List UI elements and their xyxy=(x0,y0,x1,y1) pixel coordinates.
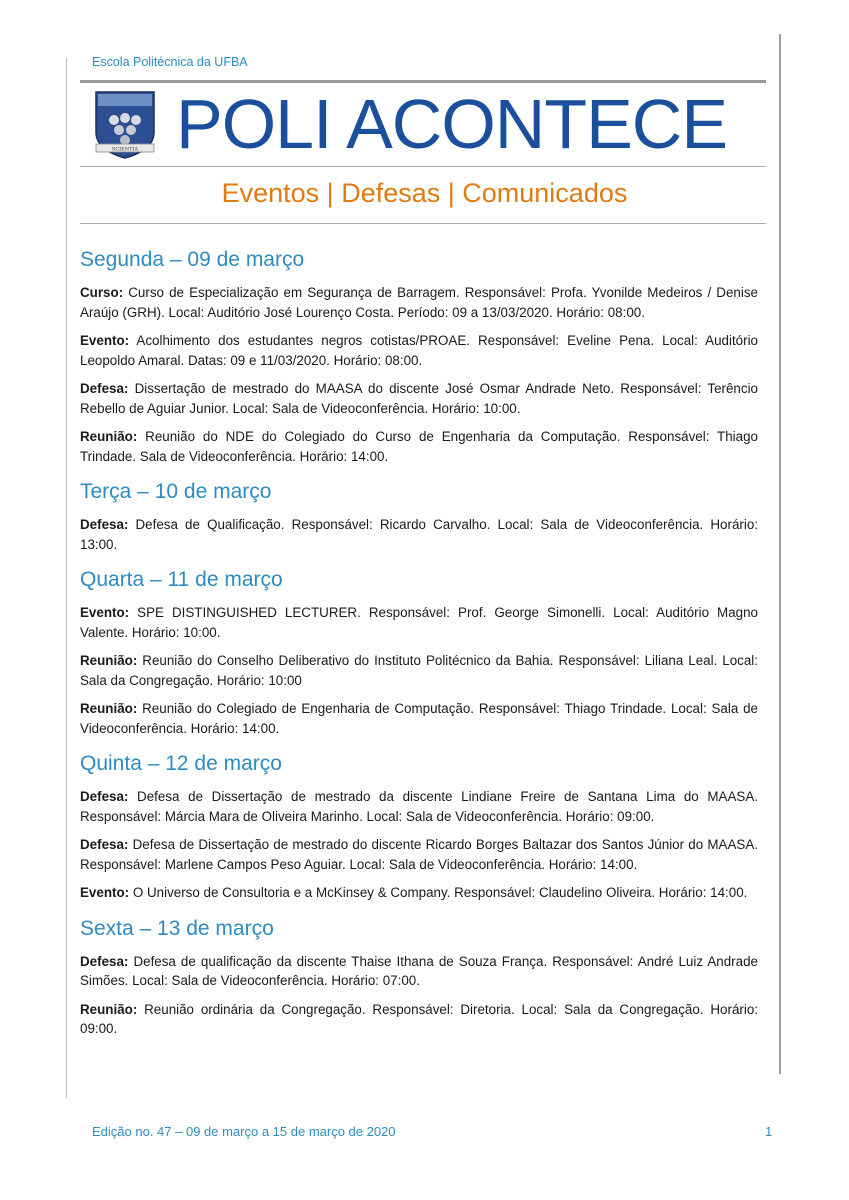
header-bottom-rule xyxy=(80,223,766,224)
entry-description: Acolhimento dos estudantes negros cotistas/PROAE. Responsável: Eveline Pena. Local: Auditório Leopoldo Amaral. Datas: 09 e 11/03/2020. Horário: 08:00. xyxy=(80,333,759,368)
header-mid-rule xyxy=(80,166,766,167)
entry-type-label: Evento: xyxy=(80,333,130,348)
entry-type-label: Defesa: xyxy=(80,517,129,532)
event-entry xyxy=(80,952,758,991)
entry-description: Reunião do Conselho Deliberativo do Instituto Politécnico da Bahia. Responsável: Liliana Leal. Local: Sala da Congregação. Horário: 10:00 xyxy=(80,653,758,688)
entry-type-label: Reunião: xyxy=(80,1001,138,1017)
header-top-rule xyxy=(80,80,766,83)
event-entry xyxy=(80,883,758,903)
footer-edition: Edição no. 47 – 09 de março a 15 de março de 2020 xyxy=(92,1124,396,1139)
entry-description: SPE DISTINGUISHED LECTURER. Responsável: Prof. George Simonelli. Local: Auditório Magno Valente. Horário: 10:00. xyxy=(80,605,758,640)
entry-type-label: Evento: xyxy=(80,885,130,900)
event-entry xyxy=(80,427,758,466)
event-entry xyxy=(80,283,758,322)
day-heading: Quarta – 11 de março xyxy=(80,568,283,591)
day-heading: Segunda – 09 de março xyxy=(80,248,305,271)
entry-description: Reunião do NDE do Colegiado do Curso de Engenharia da Computação. Responsável: Thiago Trindade. Sala de Videoconferência. Horário: 14:00. xyxy=(80,429,758,464)
event-entry xyxy=(80,603,758,642)
masthead-title: POLI ACONTECE xyxy=(176,85,728,163)
event-entry xyxy=(80,515,758,554)
ufba-crest-logo xyxy=(92,88,158,160)
left-margin-rule xyxy=(66,58,67,1098)
entry-description: Dissertação de mestrado do MAASA do discente José Osmar Andrade Neto. Responsável: Terêncio Rebello de Aguiar Junior. Local: Sala de Videoconferência. Horário: 10:00. xyxy=(80,381,758,416)
event-entry xyxy=(80,835,758,874)
entry-type-label: Reunião: xyxy=(80,429,138,444)
events-content xyxy=(80,246,758,1051)
day-heading: Quinta – 12 de março xyxy=(80,752,282,775)
entry-description: Defesa de Qualificação. Responsável: Ricardo Carvalho. Local: Sala de Videoconferência. Horário: 13:00. xyxy=(80,517,758,552)
entry-type-label: Evento: xyxy=(80,605,130,620)
day-section xyxy=(80,915,758,1039)
event-entry xyxy=(80,699,758,738)
masthead-subtitle: Eventos | Defesas | Comunicados xyxy=(221,178,628,208)
logo-motto: SCIENTIA xyxy=(111,146,139,153)
day-section xyxy=(80,478,758,554)
event-entry xyxy=(80,379,758,418)
entry-type-label: Curso: xyxy=(80,285,124,300)
entry-type-label: Reunião: xyxy=(80,701,138,716)
entry-type-label: Defesa: xyxy=(80,789,129,804)
entry-type-label: Reunião: xyxy=(80,653,138,668)
entry-type-label: Defesa: xyxy=(80,953,129,969)
day-section xyxy=(80,750,758,903)
entry-type-label: Defesa: xyxy=(80,381,129,396)
entry-description: Reunião do Colegiado de Engenharia de Computação. Responsável: Thiago Trindade. Local: Sala de Videoconferência. Horário: 14:00. xyxy=(80,701,758,736)
institution-name: Escola Politécnica da UFBA xyxy=(92,55,248,69)
event-entry xyxy=(80,787,758,826)
entry-description: Defesa de Dissertação de mestrado do discente Ricardo Borges Baltazar dos Santos Júnior do MAASA. Responsável: Marlene Campos Peso Aguiar. Local: Sala de Videoconferência. Horário: 14:00. xyxy=(80,837,758,872)
day-section xyxy=(80,566,758,738)
entry-description: O Universo de Consultoria e a McKinsey & Company. Responsável: Claudelino Oliveira. Horário: 14:00. xyxy=(132,885,748,900)
day-heading: Terça – 10 de março xyxy=(80,480,272,503)
entry-type-label: Defesa: xyxy=(80,837,129,852)
day-section xyxy=(80,246,758,466)
entry-description: Defesa de Dissertação de mestrado da discente Lindiane Freire de Santana Lima do MAASA. Responsável: Márcia Mara de Oliveira Marinho. Local: Sala de Videoconferência. Horário: 09:00. xyxy=(80,789,758,824)
event-entry xyxy=(80,651,758,690)
footer-page-number: 1 xyxy=(765,1124,773,1139)
entry-description: Reunião ordinária da Congregação. Responsável: Diretoria. Local: Sala da Congregação. Horário: 09:00. xyxy=(80,1001,758,1036)
day-heading: Sexta – 13 de março xyxy=(80,916,274,940)
event-entry xyxy=(80,331,758,370)
event-entry xyxy=(80,1000,758,1039)
entry-description: Defesa de qualificação da discente Thaise Ithana de Souza França. Responsável: André Luiz Andrade Simões. Local: Sala de Videoconferência. Horário: 07:00. xyxy=(80,953,758,988)
entry-description: Curso de Especialização em Segurança de Barragem. Responsável: Profa. Yvonilde Medeiros / Denise Araújo (GRH). Local: Auditório José Lourenço Costa. Período: 09 a 13/03/2020. Horário: 08:00. xyxy=(80,285,758,320)
